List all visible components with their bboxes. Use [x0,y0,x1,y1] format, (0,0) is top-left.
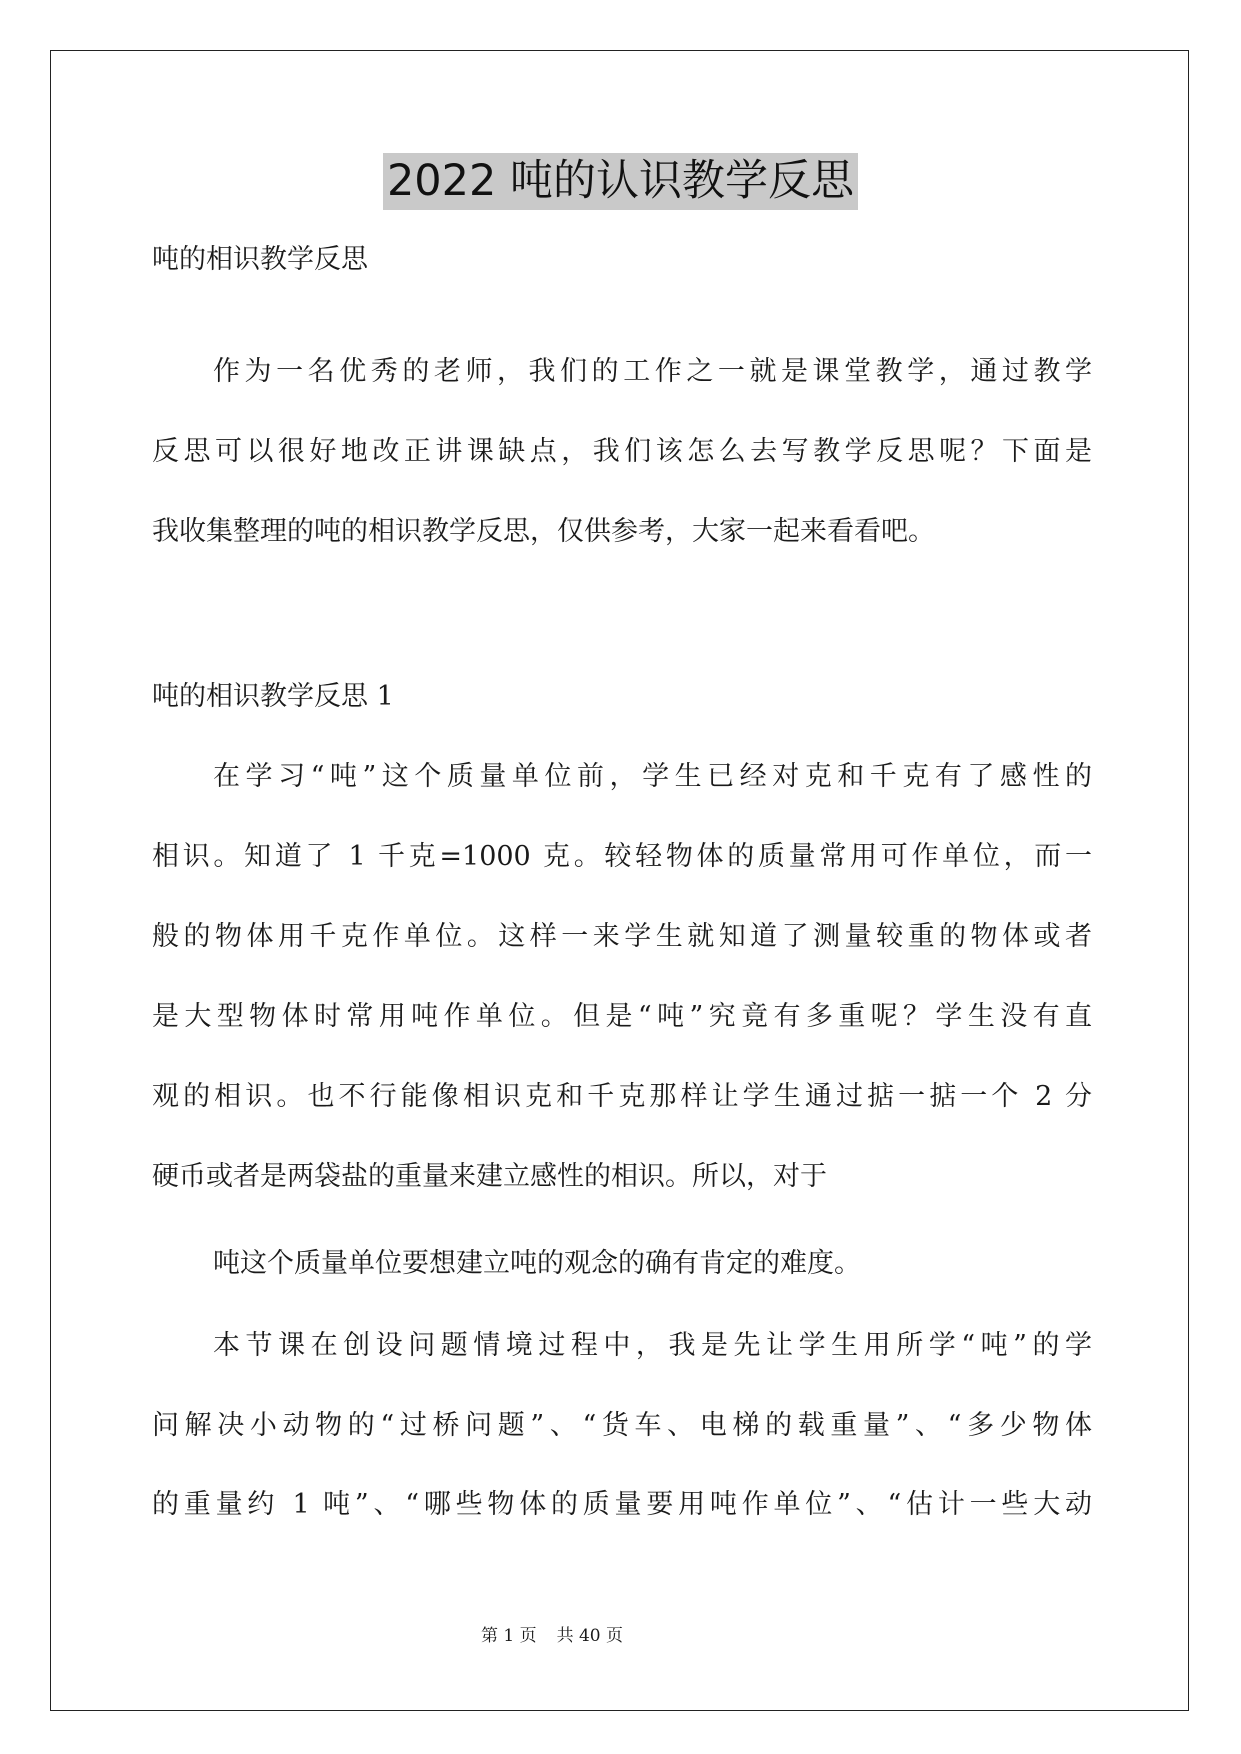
paragraph-line: 本节课在创设问题情境过程中，我是先让学生用所学“吨”的学 [213,1330,1092,1361]
paragraph-line: 观的相识。也不行能像相识克和千克那样让学生通过掂一掂一个 2 分 [152,1081,1092,1112]
paragraph-line: 相识。知道了 1 千克=1000 克。较轻物体的质量常用可作单位，而一 [152,841,1092,872]
paragraph-line: 般的物体用千克作单位。这样一来学生就知道了测量较重的物体或者 [152,921,1092,952]
title-container [0,153,1241,210]
intro-line: 我收集整理的吨的相识教学反思，仅供参考，大家一起来看看吧。 [152,516,935,547]
document-heading: 吨的相识教学反思 [152,244,368,275]
page-total: 共 40 页 [556,1626,624,1646]
paragraph-line: 是大型物体时常用吨作单位。但是“吨”究竟有多重呢？学生没有直 [152,1001,1092,1032]
page-number: 第 1 页 [480,1626,537,1646]
intro-line: 反思可以很好地改正讲课缺点，我们该怎么去写教学反思呢？下面是 [152,436,1092,467]
paragraph-line: 的重量约 1 吨”、“哪些物体的质量要用吨作单位”、“估计一些大动 [152,1489,1092,1520]
intro-line: 作为一名优秀的老师，我们的工作之一就是课堂教学，通过教学 [213,356,1092,387]
page-border [50,50,1189,1711]
paragraph-line: 硬币或者是两袋盐的重量来建立感性的相识。所以，对于 [152,1161,827,1192]
paragraph-line: 在学习“吨”这个质量单位前，学生已经对克和千克有了感性的 [213,761,1092,792]
section-heading: 吨的相识教学反思 1 [152,681,394,712]
paragraph-line: 问解决小动物的“过桥问题”、“货车、电梯的载重量”、“多少物体 [152,1410,1092,1441]
document-title: 2022 吨的认识教学反思 [383,153,858,210]
page-footer [432,1624,672,1648]
paragraph-line: 吨这个质量单位要想建立吨的观念的确有肯定的难度。 [213,1248,861,1279]
